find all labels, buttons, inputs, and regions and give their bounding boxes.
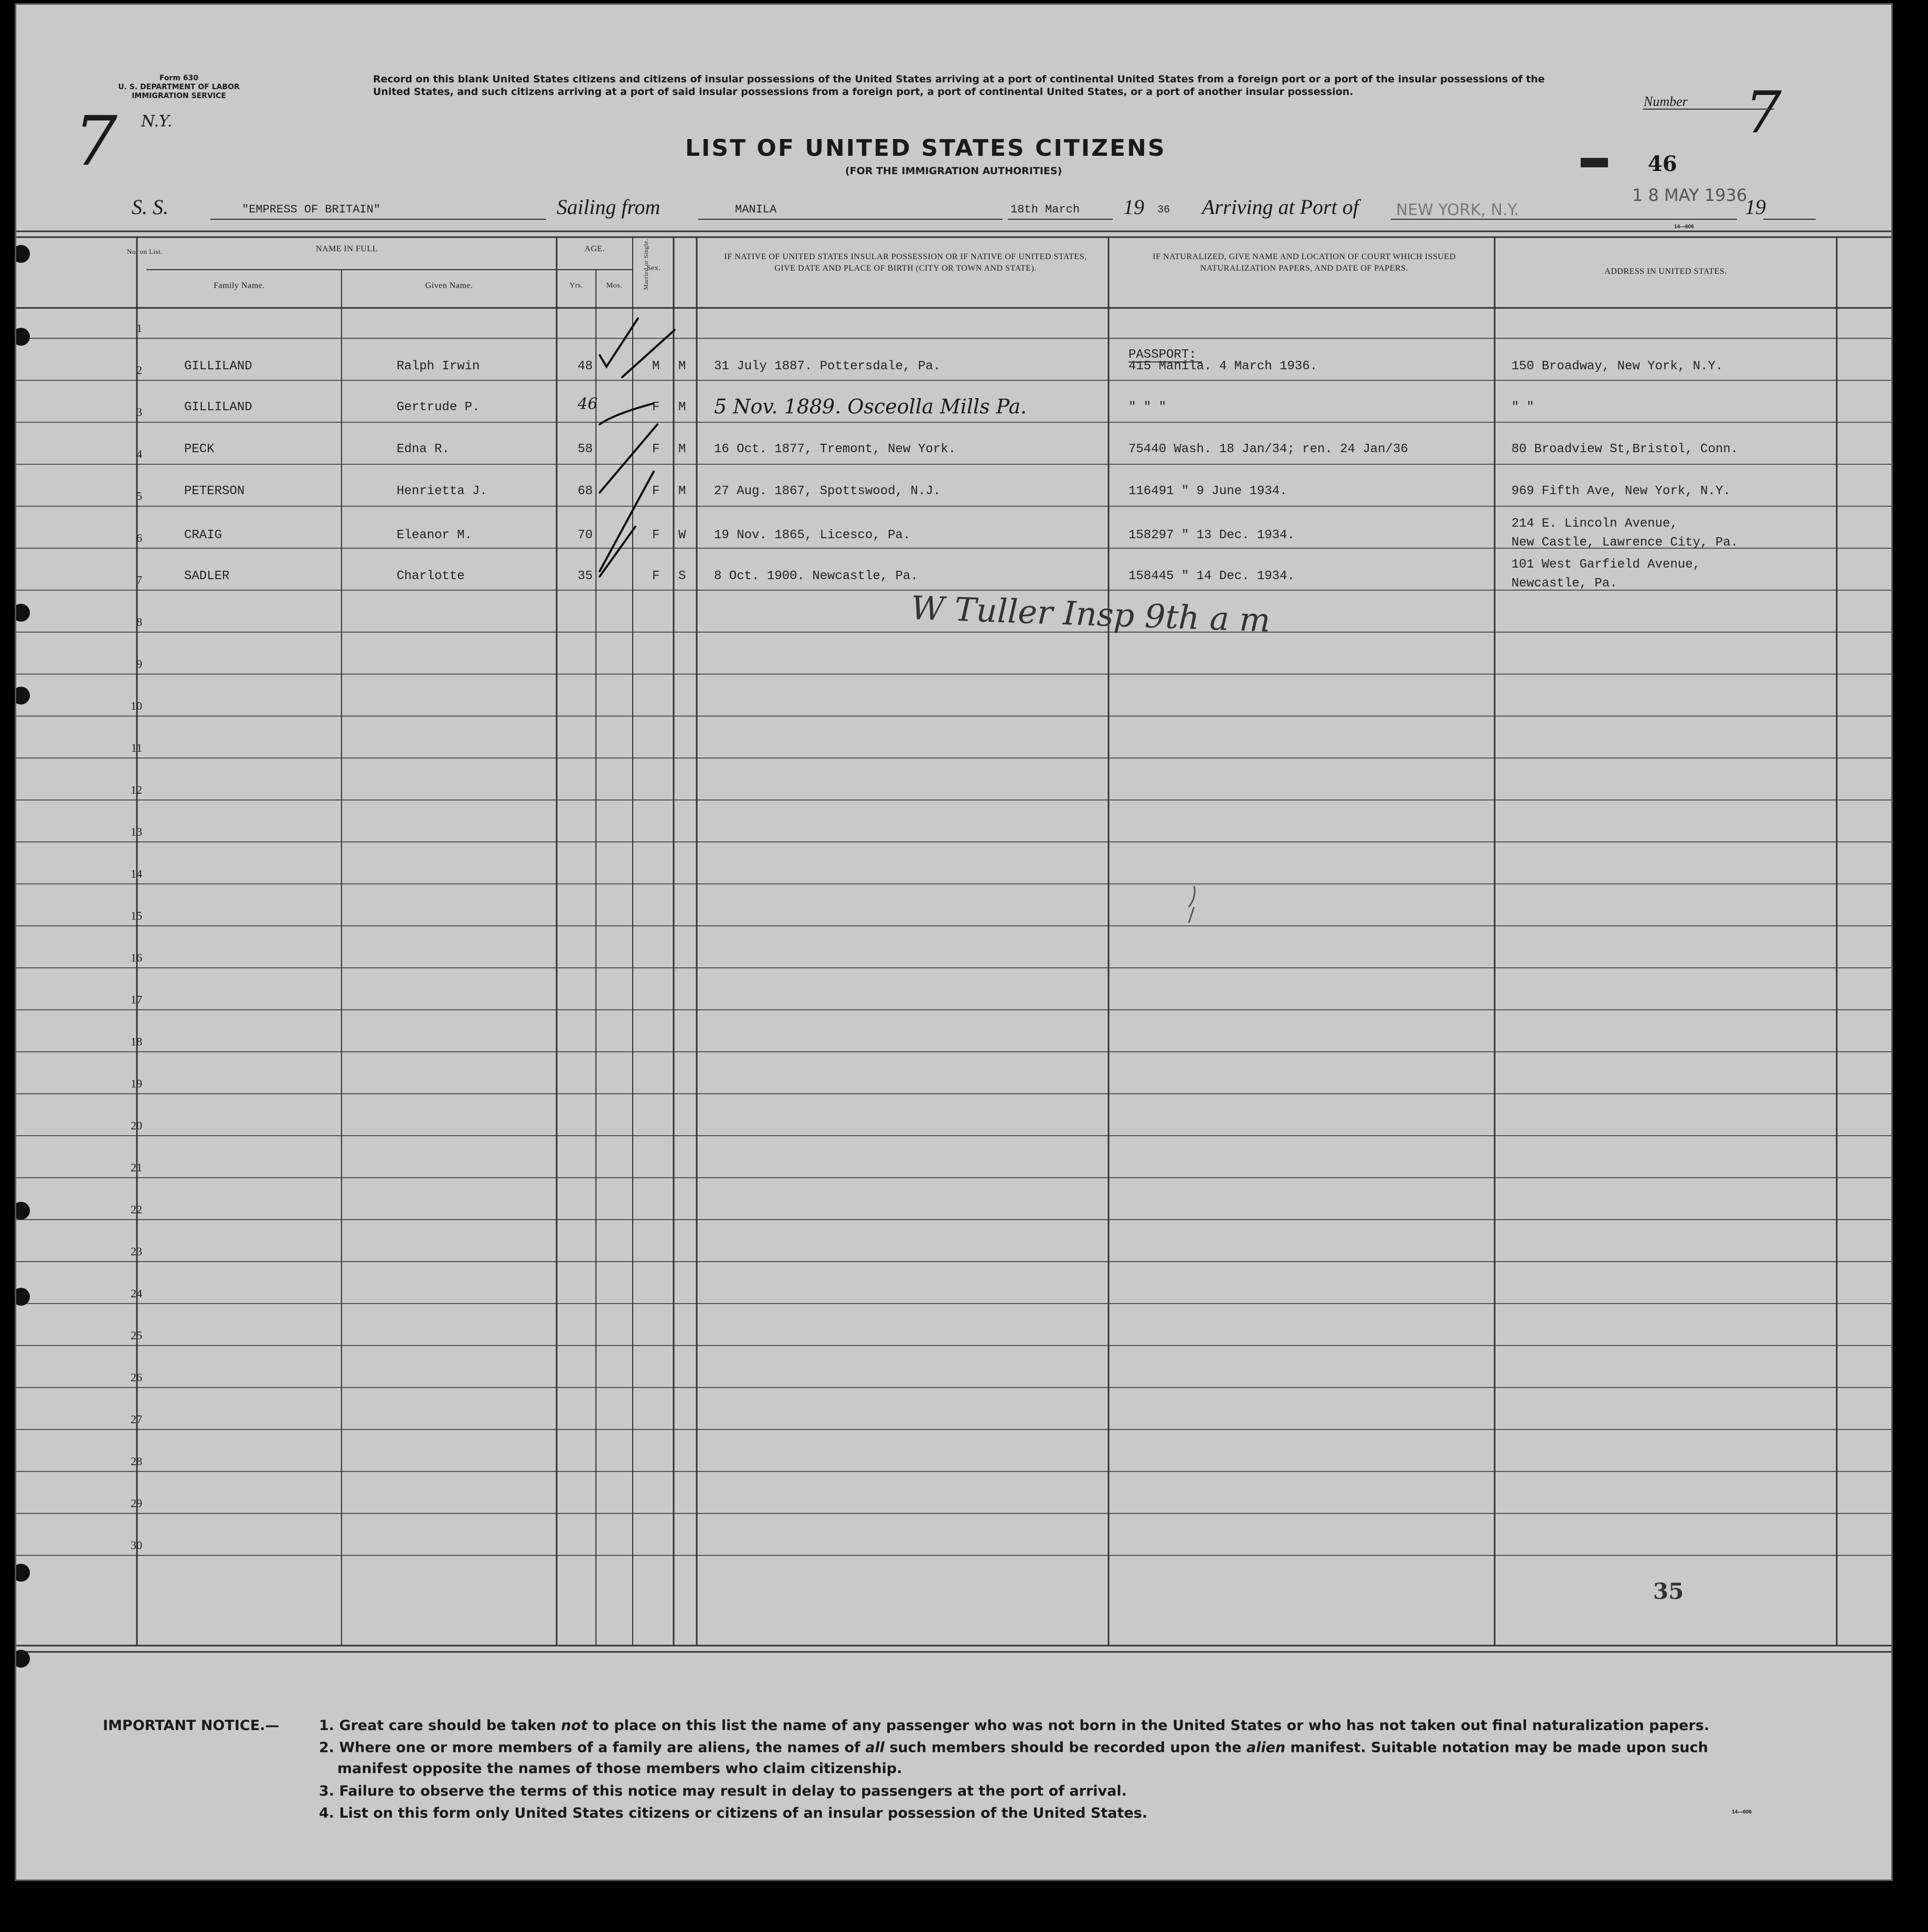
row-number: 27: [131, 1413, 142, 1426]
header-name-in-full: NAME IN FULL: [316, 244, 378, 253]
naturalization-cell: 158297 " 13 Dec. 1934.: [1128, 528, 1295, 542]
row-number: 18: [131, 1035, 142, 1048]
header-years: Yrs.: [569, 282, 583, 290]
sex-cell: F: [652, 569, 660, 583]
address-line-2-cell: Newcastle, Pa.: [1511, 577, 1617, 591]
page-title: LIST OF UNITED STATES CITIZENS: [685, 135, 1166, 162]
number-underline: [1643, 109, 1774, 110]
header-address: ADDRESS IN UNITED STATES.: [1604, 267, 1727, 276]
row-number: 10: [131, 699, 142, 712]
header-sex: Sex.: [646, 264, 661, 272]
given-name-cell: Henrietta J.: [397, 484, 487, 498]
number-label: Number: [1644, 94, 1688, 109]
row-number: 7: [136, 573, 142, 586]
naturalization-cell: " " ": [1128, 400, 1167, 414]
form-identification: [111, 74, 247, 101]
sex-cell: M: [652, 359, 660, 373]
family-name-cell: SADLER: [184, 569, 230, 583]
family-name-cell: CRAIG: [184, 528, 222, 542]
ship-underline: [210, 219, 546, 220]
year-prefix: 19: [1123, 195, 1144, 219]
row-number: 12: [131, 783, 142, 796]
married-status-cell: M: [678, 442, 686, 456]
sailing-from-value: MANILA: [735, 203, 777, 216]
trailing-year: 19: [1745, 195, 1766, 219]
notice-item-3: 3. Failure to observe the terms of this notice may result in delay to passengers at the port of arrival.: [319, 1783, 1127, 1799]
notice-item-2: [319, 1739, 1708, 1756]
age-cell: 48: [578, 359, 593, 373]
port-underline: [1391, 219, 1737, 220]
header-naturalized: IF NATURALIZED, GIVE NAME AND LOCATION OF COURT WHICH ISSUED NATURALIZATION PAPERS, AND DATE OF PAPERS.: [1153, 252, 1456, 273]
passport-underline: [1128, 361, 1202, 362]
given-name-cell: Charlotte: [397, 569, 465, 583]
notice-text: manifest. Suitable notation may be made upon such: [1285, 1739, 1708, 1756]
birth-cell: 16 Oct. 1877, Tremont, New York.: [714, 442, 956, 456]
married-status-cell: M: [678, 484, 686, 498]
row-number: 21: [131, 1161, 142, 1174]
birth-cell: 19 Nov. 1865, Licesco, Pa.: [714, 528, 911, 542]
arriving-label: Arriving at Port of: [1202, 195, 1359, 219]
notice-text: 2. Where one or more members of a family are aliens, the names of: [319, 1739, 866, 1756]
birth-cell: 8 Oct. 1900. Newcastle, Pa.: [714, 569, 918, 583]
row-number: 19: [131, 1077, 142, 1090]
ss-label: S. S.: [132, 195, 168, 219]
address-cell: 214 E. Lincoln Avenue,: [1511, 517, 1678, 531]
page-subtitle: (FOR THE IMMIGRATION AUTHORITIES): [845, 165, 1062, 177]
sex-cell: F: [652, 528, 660, 542]
age-cell: 68: [578, 484, 593, 498]
header-family-name: Family Name.: [214, 281, 265, 290]
notice-item-1: [319, 1717, 1709, 1734]
row-number: 2: [136, 364, 142, 377]
arrival-stamp-date: 1 8 MAY 1936: [1632, 185, 1748, 205]
row-number: 29: [131, 1497, 142, 1510]
stamp-mark: [1581, 158, 1608, 167]
row-number: 28: [131, 1455, 142, 1468]
inspector-signature: W Tuller Insp 9th a m: [910, 589, 1271, 639]
notice-emphasis: alien: [1246, 1739, 1286, 1756]
passport-label: PASSPORT:: [1128, 348, 1197, 362]
given-name-cell: Eleanor M.: [397, 528, 473, 542]
row-number: 22: [131, 1203, 142, 1216]
row-number: 9: [136, 657, 142, 670]
sex-cell: F: [652, 442, 660, 456]
row-number: 8: [136, 615, 142, 628]
row-number: 20: [131, 1119, 142, 1132]
notice-heading: IMPORTANT NOTICE.—: [103, 1717, 280, 1734]
header-married-single: Married or Single.: [642, 239, 649, 290]
row-number: 5: [136, 489, 142, 503]
number-value: 7: [1745, 79, 1782, 146]
sailing-underline: [698, 219, 1003, 220]
sailing-date: 18th March: [1010, 203, 1080, 216]
naturalization-cell: 116491 " 9 June 1934.: [1128, 484, 1287, 498]
year-underline: [1763, 219, 1816, 220]
address-cell: 101 West Garfield Avenue,: [1511, 558, 1701, 572]
corner-port: N.Y.: [141, 112, 173, 131]
married-status-cell: M: [678, 359, 686, 373]
row-number: 13: [131, 825, 142, 838]
header-age: AGE.: [584, 244, 605, 253]
row-number: 23: [131, 1245, 142, 1258]
notice-text: such members should be recorded upon the: [885, 1739, 1247, 1756]
sailing-from-label: Sailing from: [557, 195, 661, 219]
married-status-cell: M: [678, 400, 686, 414]
corner-number: 7: [74, 101, 118, 181]
age-cell: 58: [578, 442, 593, 456]
row-number: 15: [131, 909, 142, 922]
notice-item-2-continued: manifest opposite the names of those members who claim citizenship.: [337, 1760, 902, 1777]
naturalization-cell: 75440 Wash. 18 Jan/34; ren. 24 Jan/36: [1128, 442, 1408, 456]
given-name-cell: Gertrude P.: [397, 400, 480, 414]
family-name-cell: GILLILAND: [184, 359, 252, 373]
arrival-port: NEW YORK, N.Y.: [1396, 201, 1519, 219]
header-given-name: Given Name.: [425, 281, 473, 290]
age-cell: 46: [578, 395, 598, 413]
row-number: 4: [136, 447, 142, 461]
sex-cell: F: [652, 484, 660, 498]
birth-cell: 27 Aug. 1867, Spottswood, N.J.: [714, 484, 941, 498]
row-number: 11: [131, 741, 142, 754]
birth-cell: 5 Nov. 1889. Osceolla Mills Pa.: [714, 395, 1027, 418]
notice-emphasis: not: [561, 1717, 588, 1734]
row-number: 16: [131, 951, 142, 964]
bottom-page-number: 35: [1653, 1578, 1684, 1604]
given-name-cell: Ralph Irwin: [397, 359, 480, 373]
address-cell: 80 Broadview St,Bristol, Conn.: [1511, 442, 1739, 456]
notice-text: 1. Great care should be taken: [319, 1717, 561, 1734]
date-underline: [1008, 219, 1113, 220]
notice-emphasis: all: [865, 1739, 885, 1756]
family-name-cell: GILLILAND: [184, 400, 252, 414]
row-number: 6: [136, 531, 142, 545]
given-name-cell: Edna R.: [397, 442, 450, 456]
row-number: 17: [131, 993, 142, 1006]
sex-cell: F: [652, 400, 660, 414]
row-number: 3: [136, 405, 142, 419]
page-mark: 46: [1648, 152, 1677, 176]
age-cell: 70: [578, 528, 593, 542]
married-status-cell: S: [678, 569, 686, 583]
manifest-sheet: [15, 3, 1893, 1881]
header-no-on-list: No. on List.: [126, 248, 163, 255]
row-number: 25: [131, 1329, 142, 1342]
row-number: 14: [131, 867, 142, 880]
address-cell: " ": [1511, 400, 1535, 414]
row-number: 24: [131, 1287, 142, 1300]
address-cell: 150 Broadway, New York, N.Y.: [1511, 359, 1723, 373]
record-instructions: Record on this blank United States citizens and citizens of insular possessions of the United States arriving at a port of continental United States from a foreign port or a port of the insular possessions of the United States, and such citizens arriving at a port of said insular possessions from a foreign port, a port of continental United States, or a port of another insular possession.: [373, 73, 1545, 98]
notice-item-4: 4. List on this form only United States citizens or citizens of an insular possession of the United States.: [319, 1805, 1148, 1821]
header-months: Mos.: [606, 282, 623, 290]
age-cell: 35: [578, 569, 593, 583]
year-suffix: 36: [1157, 204, 1170, 216]
notice-text: to place on this list the name of any passenger who was not born in the United States or who has not taken out final naturalization papers.: [588, 1717, 1710, 1734]
header-birth: IF NATIVE OF UNITED STATES INSULAR POSSESSION OR IF NATIVE OF UNITED STATES, GIVE DATE AND PLACE OF BIRTH (CITY OR TOWN AND STATE).: [724, 252, 1087, 273]
naturalization-cell: 158445 " 14 Dec. 1934.: [1128, 569, 1295, 583]
birth-cell: 31 July 1887. Pottersdale, Pa.: [714, 359, 941, 373]
department: U. S. DEPARTMENT OF LABOR: [118, 83, 240, 91]
row-number: 30: [131, 1539, 142, 1552]
family-name-cell: PETERSON: [184, 484, 245, 498]
service: IMMIGRATION SERVICE: [132, 92, 226, 100]
row-number: 26: [131, 1371, 142, 1384]
row-number: 1: [136, 322, 142, 335]
naturalization-cell: 415 Manila. 4 March 1936.: [1128, 359, 1318, 373]
address-cell: 969 Fifth Ave, New York, N.Y.: [1511, 484, 1731, 498]
form-number: Form 630: [159, 74, 199, 82]
ship-name: "EMPRESS OF BRITAIN": [242, 203, 381, 216]
married-status-cell: W: [678, 528, 686, 542]
family-name-cell: PECK: [184, 442, 215, 456]
address-line-2-cell: New Castle, Lawrence City, Pa.: [1511, 536, 1739, 550]
footer-code: 14—606: [1732, 1809, 1752, 1815]
header-code: 14—606: [1674, 224, 1694, 230]
